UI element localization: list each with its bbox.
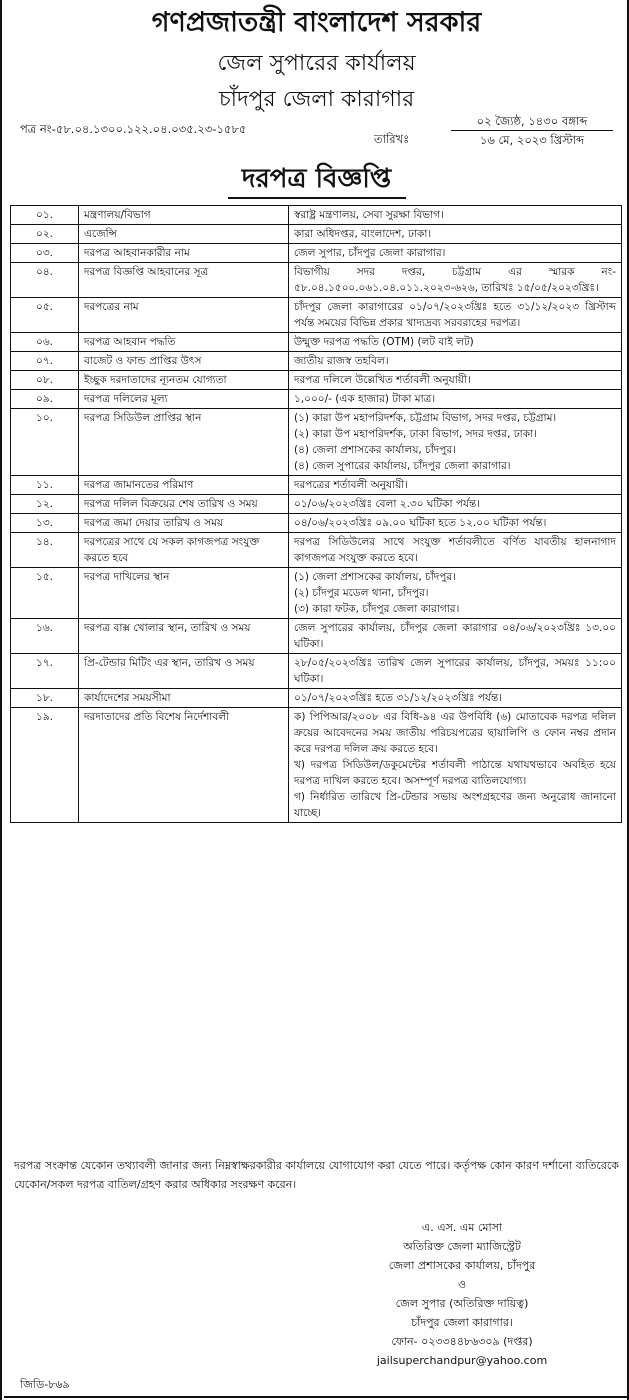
row-label: প্রি-টেন্ডার মিটিং এর স্থান, তারিখ ও সময়	[79, 654, 289, 689]
table-row	[11, 390, 622, 409]
table-row	[11, 333, 622, 352]
row-label: দরদাতাদের প্রতি বিশেষ নির্দেশাবলী	[79, 708, 289, 823]
signatory-office: জেলা প্রশাসকের কার্যালয়, চাঁদপুর	[388, 1259, 536, 1272]
memo-number: পত্র নং-৫৮.০৪.১৩০০.১২২.০৪.০৩৫.২৩-১৫৮৫	[20, 122, 247, 136]
row-number: ১৬.	[11, 619, 79, 654]
row-number: ০৭.	[11, 352, 79, 371]
table-row	[11, 263, 622, 298]
row-label: দরপত্র জামানতের পরিমাণ	[79, 476, 289, 495]
row-value-line: (১) জেলা প্রশাসকের কার্যালয়, চাঁদপুর।	[294, 571, 456, 583]
table-row	[11, 371, 622, 390]
row-value-line: ক) পিপিআর/২০০৮ এর বিধি-৯৪ এর উপবিধি (৬) মোতাবেক দরপত্র দলিল ক্রয়ের আবেদনের সময় জাতীয় পরিচয়পত্রের ছায়ালিপি ও ফোন নম্বর প্রদান করে দরপত্র দলিল ক্রয় করতে হবে।	[294, 711, 616, 755]
table-row	[11, 514, 622, 533]
row-value: ২৮/০৫/২০২৩খ্রিঃ তারিখ জেল সুপারের কার্যালয়, চাঁদপুর, সময়ঃ ১১:০০ ঘটিকা।	[289, 654, 622, 689]
row-value: জাতীয় রাজস্ব তহবিল।	[289, 352, 622, 371]
row-value-line: (৪) জেল সুপারের কার্যালয়, চাঁদপুর জেলা কারাগার।	[294, 460, 511, 472]
row-label: দরপত্র দলিল বিক্রয়ের শেষ তারিখ ও সময়	[79, 495, 289, 514]
notice-title: দরপত্র বিজ্ঞপ্তি	[241, 164, 392, 194]
row-number: ০৯.	[11, 390, 79, 409]
table-row	[11, 533, 622, 568]
row-label: বাজেট ও ফান্ড প্রাপ্তির উৎস	[79, 352, 289, 371]
row-value-line: (৩) কারা ফটক, চাঁদপুর জেলা কারাগার।	[294, 603, 460, 615]
table-row	[11, 619, 622, 654]
row-value: বিভাগীয় সদর দপ্তর, চট্টগ্রাম এর স্মারক নং- ৫৮.০৪.১৫০০.০৬১.০৪.০১১.২০২৩-৬২৬, তারিখঃ ১৫/০৫/২০২৩খ্রিঃ।	[289, 263, 622, 298]
row-label: দরপত্রের সাথে যে সকল কাগজপত্র সংযুক্ত করতে হবে	[79, 533, 289, 568]
signatory-role: জেল সুপার (অতিরিক্ত দায়িত্ব)	[395, 1297, 529, 1310]
tender-details-body	[11, 206, 622, 823]
row-number: ১৮.	[11, 689, 79, 708]
signatory-and: ও	[457, 1278, 467, 1291]
row-value	[289, 568, 622, 619]
row-label: দরপত্র সিডিউল প্রাপ্তির স্থান	[79, 409, 289, 476]
row-label: দরপত্র দাখিলের স্থান	[79, 568, 289, 619]
row-label: দরপত্র দলিলের মূল্য	[79, 390, 289, 409]
row-number: ১৩.	[11, 514, 79, 533]
row-label: ইচ্ছুক দরদাতাদের ন্যূনতম যোগ্যতা	[79, 371, 289, 390]
tender-details-table	[10, 205, 622, 823]
row-label: কার্যাদেশের সময়সীমা	[79, 689, 289, 708]
table-row	[11, 298, 622, 333]
row-label: দরপত্র আহবানকারীর নাম	[79, 244, 289, 263]
row-number: ১৫.	[11, 568, 79, 619]
row-value-line: (৪) জেলা প্রশাসকের কার্যালয়, চাঁদপুর।	[294, 444, 456, 456]
row-number: ১১.	[11, 476, 79, 495]
table-row	[11, 225, 622, 244]
row-label: মন্ত্রণালয়/বিভাগ	[79, 206, 289, 225]
jail-title: চাঁদপুর জেলা কারাগার	[218, 87, 415, 112]
signatory-name: এ. এস. এম মোসা	[421, 1221, 503, 1234]
row-number: ০৫.	[11, 298, 79, 333]
row-label: দরপত্র বিজ্ঞপ্তি আহবানের সূত্র	[79, 263, 289, 298]
row-value: ১,০০০/- (এক হাজার) টাকা মাত্র।	[289, 390, 622, 409]
date-english: ১৬ মে, ২০২৩ খ্রিস্টাব্দ	[479, 133, 585, 147]
row-value: স্বরাষ্ট্র মন্ত্রণালয়, সেবা সুরক্ষা বিভাগ।	[289, 206, 622, 225]
row-value-line: (২) কারা উপ মহাপরিদর্শক, ঢাকা বিভাগ, সদর দপ্তর, ঢাকা।	[294, 428, 537, 440]
signatory-phone: ফোন- ০২৩৩৪৪৮৬৩০৯ (দপ্তর)	[391, 1335, 533, 1348]
table-row	[11, 495, 622, 514]
table-row	[11, 689, 622, 708]
row-number: ০৪.	[11, 263, 79, 298]
date-box	[447, 112, 617, 149]
date-label: তারিখঃ	[374, 132, 410, 146]
row-number: ১৭.	[11, 654, 79, 689]
row-value-line: গ) নির্ধারিত তারিখে প্রি-টেন্ডার সভায় অংশগ্রহণের জন্য অনুরোধ জানানো যাচ্ছে।	[294, 791, 616, 819]
row-value: ০১/০৭/২০২৩খ্রিঃ হতে ৩১/১২/২০২৩খ্রিঃ পর্যন্ত।	[289, 689, 622, 708]
signature-block	[332, 1218, 592, 1370]
row-number: ১৯.	[11, 708, 79, 823]
row-value-line: (২) চাঁদপুর মডেল থানা, চাঁদপুর।	[294, 587, 429, 599]
table-row	[11, 244, 622, 263]
row-value: ০১/০৬/২০২৩খ্রিঃ বেলা ২.৩০ ঘটিকা পর্যন্ত।	[289, 495, 622, 514]
row-number: ০২.	[11, 225, 79, 244]
government-title: গণপ্রজাতন্ত্রী বাংলাদেশ সরকার	[151, 7, 482, 38]
row-number: ০১.	[11, 206, 79, 225]
contact-note: দরপত্র সংক্রান্ত যেকোন তথ্যাবলী জানার জন্য নিম্নস্বাক্ষরকারীর কার্যালয়ে যোগাযোগ করা যেতে পারে। কর্তৃপক্ষ কোন কারণ দর্শানো ব্যতিরেকে যেকোন/সকল দরপত্র বাতিল/গ্রহণ করার অধিকার সংরক্ষণ করেন।	[14, 1159, 619, 1191]
row-value: জেল সুপারের কার্যালয়, চাঁদপুর জেলা কারাগার ০৪/০৬/২০২৩খ্রিঃ ১৩.০০ ঘটিকা।	[289, 619, 622, 654]
row-label: দরপত্র বাক্স খোলার স্থান, তারিখ ও সময়	[79, 619, 289, 654]
row-label: দরপত্রের নাম	[79, 298, 289, 333]
row-value: চাঁদপুর জেলা কারাগারের ০১/০৭/২০২৩খ্রিঃ হতে ৩১/১২/২০২৩ খ্রিস্টাব্দ পর্যন্ত সময়ের বিভিন্ন প্রকার খাদ্যদ্রব্য সরবরাহের দরপত্র।	[289, 298, 622, 333]
table-row	[11, 708, 622, 823]
notice-title-underline	[228, 197, 406, 199]
gd-number: জিডি-৮৬৯	[20, 1378, 70, 1391]
row-value: দরপত্র সিডিউলের সাথে সংযুক্ত শর্তাবলীতে বর্ণিত যাবতীয় হালনাগাদ কাগজপত্র সংযুক্ত করতে হবে।	[289, 533, 622, 568]
row-label: এজেন্সি	[79, 225, 289, 244]
row-value: উন্মুক্ত দরপত্র পদ্ধতি (OTM) (লট বাই লট)	[289, 333, 622, 352]
office-title: জেল সুপারের কার্যালয়	[217, 51, 416, 76]
signatory-designation: অতিরিক্ত জেলা ম্যাজিস্ট্রেট	[403, 1240, 521, 1253]
row-label: দরপত্র আহবান পদ্ধতি	[79, 333, 289, 352]
row-value: ০৪/০৬/২০২৩খ্রিঃ ০৯.০০ ঘটিকা হতে ১২.০০ ঘটিকা পর্যন্ত।	[289, 514, 622, 533]
row-value	[289, 708, 622, 823]
bottom-rule	[4, 1396, 629, 1398]
row-value: দরপত্র দলিলে উল্লেখিত শর্তাবলী অনুযায়ী।	[289, 371, 622, 390]
row-number: ০৬.	[11, 333, 79, 352]
table-row	[11, 206, 622, 225]
row-value-line: (১) কারা উপ মহাপরিদর্শক, চট্টগ্রাম বিভাগ, সদর দপ্তর, চট্টগ্রাম।	[294, 412, 557, 424]
row-number: ১২.	[11, 495, 79, 514]
row-label: দরপত্র জমা দেয়ার তারিখ ও সময়	[79, 514, 289, 533]
row-number: ০৮.	[11, 371, 79, 390]
row-value: কারা অধিদপ্তর, বাংলাদেশ, ঢাকা।	[289, 225, 622, 244]
row-value-line: খ) দরপত্র সিডিউল/ডকুমেন্টের শর্তাবলী পাঠান্তে যথাযথভাবে অবহিত হয়ে দরপত্র দাখিল করতে হবে। অসম্পূর্ণ দরপত্র বাতিলযোগ্য।	[294, 759, 616, 787]
signatory-jail: চাঁদপুর জেলা কারাগার।	[411, 1316, 513, 1329]
row-number: ১৪.	[11, 533, 79, 568]
signatory-email[interactable]: jailsuperchandpur@yahoo.com	[376, 1354, 548, 1367]
row-value: জেল সুপার, চাঁদপুর জেলা কারাগার।	[289, 244, 622, 263]
table-row	[11, 409, 622, 476]
table-row	[11, 476, 622, 495]
row-number: ০৩.	[11, 244, 79, 263]
table-row	[11, 352, 622, 371]
row-value	[289, 409, 622, 476]
date-bangla: ০২ জ্যৈষ্ঠ, ১৪৩০ বঙ্গাব্দ	[476, 114, 588, 128]
table-row	[11, 568, 622, 619]
row-value: দরপত্রের শর্তাবলী অনুযায়ী।	[289, 476, 622, 495]
row-number: ১০.	[11, 409, 79, 476]
table-row	[11, 654, 622, 689]
